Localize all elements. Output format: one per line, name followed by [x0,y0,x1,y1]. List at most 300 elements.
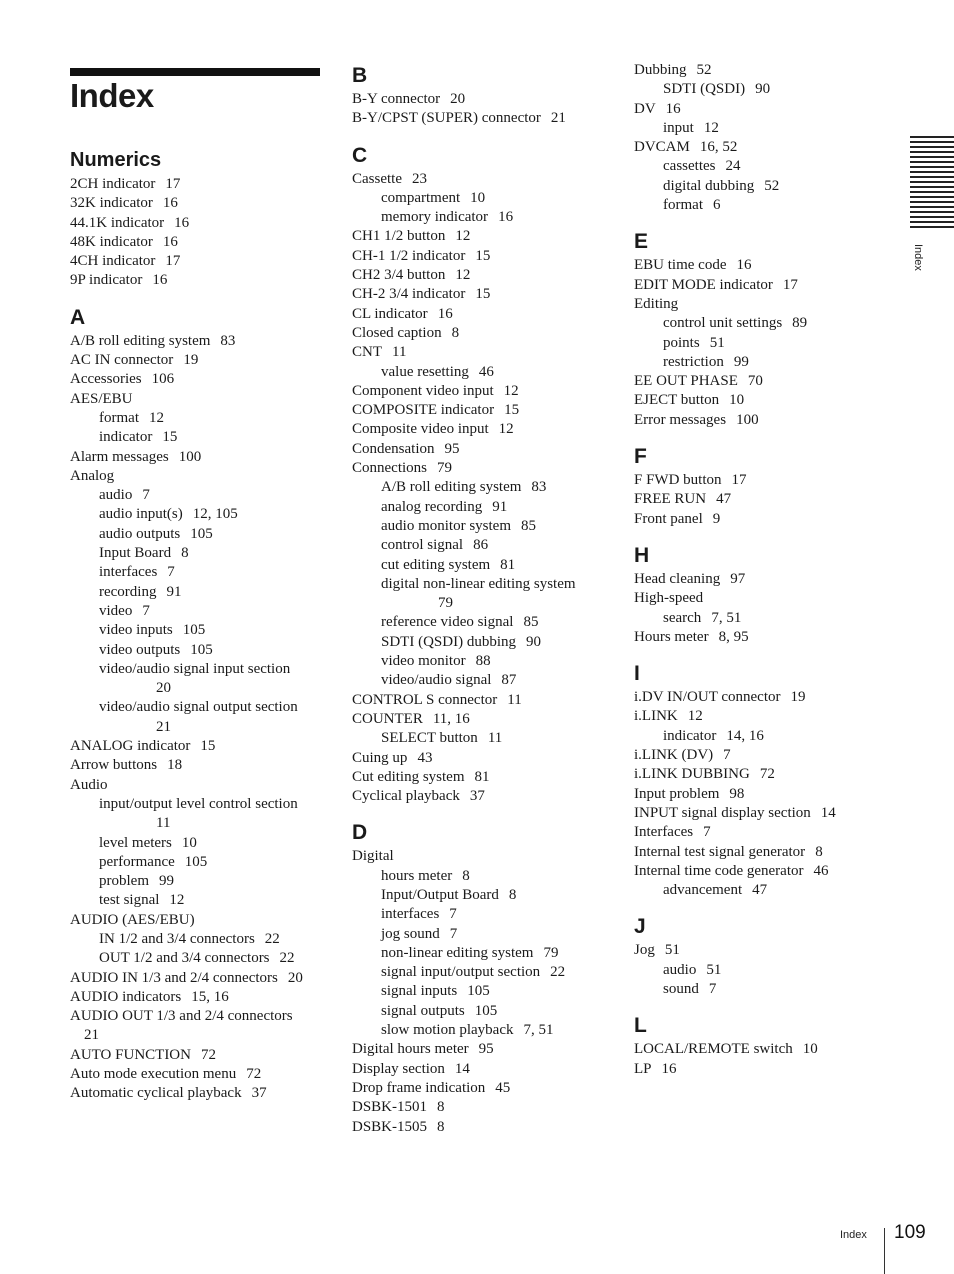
section-heading: L [634,1014,647,1038]
entry-page: 12 [455,228,471,245]
entry-page: 12 [148,409,164,426]
entry-term: Input problem [634,785,720,802]
index-section [634,912,884,999]
index-entry [634,276,884,295]
index-section [70,303,326,1104]
index-entry [634,256,884,275]
entry-term: AUTO FUNCTION [70,1046,191,1063]
entry-term: digital non-linear editing system [381,575,576,592]
index-entry [70,175,326,194]
index-subentry [352,944,600,963]
index-subentry [70,930,326,949]
entry-page: 52 [764,177,780,194]
entry-page: 83 [220,332,236,349]
index-entry [70,351,326,370]
index-entry [352,1098,600,1117]
index-subentry [634,609,884,628]
index-entry [352,749,600,768]
title-rule [70,68,320,76]
entry-page: 17 [165,176,181,192]
index-entry [634,372,884,391]
entry-term: i.LINK [634,708,678,725]
entry-page: 16 [498,209,514,226]
index-subentry [70,486,326,505]
index-column-2 [352,61,600,1137]
entry-page: 15 [504,402,520,419]
index-section [352,818,600,1136]
entry-page: 72 [759,766,775,783]
entry-page: 7 [708,980,717,997]
entry-term: High-speed [634,590,704,607]
entry-page: 72 [246,1066,262,1083]
index-entry [70,214,326,233]
section-heading: D [352,821,368,845]
index-entry [352,382,600,401]
entry-term: indicator [99,429,153,446]
entry-page: 22 [264,930,280,947]
entry-page-continued [70,1026,326,1045]
entry-page: 20 [450,91,466,107]
entry-page: 91 [166,583,182,600]
entry-page: 105 [190,641,213,658]
index-subentry [634,196,884,215]
entry-page: 14 [820,804,836,821]
entry-page: 11 [156,815,171,832]
index-section [634,61,884,215]
entry-page: 51 [709,334,725,351]
entry-term: EBU time code [634,257,727,274]
entry-page: 100 [736,411,759,428]
entry-page: 21 [550,110,566,127]
index-entry [634,490,884,509]
entry-page: 9 [712,510,721,527]
index-entry [634,510,884,529]
index-entry [352,324,600,343]
index-subentry [352,613,600,632]
entry-term: audio monitor system [381,517,511,534]
index-entry [634,1060,884,1079]
entry-page: 7 [167,564,175,581]
index-entry [70,194,326,213]
entry-term: slow motion playback [381,1022,514,1039]
index-entry [352,420,600,439]
index-subentry [352,478,600,497]
entry-page: 15 [475,286,491,303]
index-entry [70,271,326,290]
entry-page: 8 [451,324,460,341]
entry-page: 51 [706,961,722,978]
index-entry [70,233,326,252]
index-subentry [352,536,600,555]
index-subentry [634,314,884,333]
index-subentry [70,525,326,544]
entry-term: test signal [99,892,160,909]
entry-page: 100 [178,448,202,465]
entry-page: 12 [455,267,471,284]
entry-page: 99 [159,873,174,890]
index-entry [352,343,600,362]
entry-page: 15 [200,738,216,755]
entry-term: 2CH indicator [70,176,156,192]
entry-term: video/audio signal output section [99,699,298,716]
entry-page: 81 [474,768,490,785]
entry-page: 105 [474,1002,498,1019]
entry-term: video outputs [99,641,181,658]
entry-term: input [663,119,694,136]
entry-term: i.LINK DUBBING [634,766,750,783]
entry-page: 21 [156,718,171,735]
entry-page: 21 [84,1027,99,1044]
entry-term: LOCAL/REMOTE switch [634,1041,793,1058]
entry-term: audio outputs [99,525,181,542]
entry-term: Alarm messages [70,448,169,465]
entry-term: reference video signal [381,614,514,631]
index-entry [634,471,884,490]
index-subentry [634,727,884,746]
entry-term: AC IN connector [70,352,174,369]
entry-term: DSBK-1505 [352,1118,428,1135]
index-entry [634,688,884,707]
index-entry [352,459,600,478]
section-heading: E [634,230,649,254]
entry-page: 106 [151,371,175,388]
entry-term: DV [634,100,656,117]
entry-term: LP [634,1060,652,1077]
entry-page: 8 [462,867,470,884]
entry-page: 16 [162,195,178,212]
entry-page: 47 [752,882,768,899]
entry-term: input/output level control section [99,795,298,812]
index-subentry [634,80,884,99]
entry-term: 32K indicator [70,195,153,212]
entry-page-continued [70,679,326,698]
index-entry [70,1065,326,1084]
entry-term: Analog [70,467,115,484]
entry-page: 16 [437,305,453,322]
entry-term: control unit settings [663,315,783,332]
entry-term: signal inputs [381,983,458,1000]
index-entry [70,911,326,930]
entry-page: 16 [661,1060,677,1077]
entry-page: 14, 16 [726,727,764,744]
entry-page: 8 [181,545,189,562]
index-entry [352,1079,600,1098]
entry-term: ANALOG indicator [70,738,191,755]
entry-page: 79 [438,595,453,612]
entry-term: points [663,334,700,351]
entry-page: 19 [183,352,199,369]
index-subentry [634,157,884,176]
index-entry [634,628,884,647]
index-column-1 [70,146,326,1104]
entry-term: Composite video input [352,421,489,438]
index-subentry [70,641,326,660]
entry-page: 10 [470,189,486,206]
index-entry [634,1040,884,1059]
entry-page-continued [352,594,600,613]
index-subentry [70,409,326,428]
entry-page: 95 [444,440,460,457]
entry-term: Accessories [70,371,142,388]
index-subentry [70,602,326,621]
entry-page: 17 [731,472,747,489]
entry-page: 17 [165,253,181,270]
entry-page: 95 [478,1041,494,1058]
entry-page: 72 [200,1046,216,1063]
section-heading: C [352,143,368,167]
index-subentry [634,334,884,353]
index-subentry [70,563,326,582]
index-entry [634,746,884,765]
index-subentry [634,353,884,372]
index-entry [352,266,600,285]
entry-page: 7 [142,602,150,619]
entry-page: 7, 51 [711,609,742,626]
entry-term: audio [663,961,697,978]
entry-term: Automatic cyclical playback [70,1085,242,1102]
section-heading: H [634,543,650,567]
entry-term: sound [663,980,699,997]
entry-page-continued [70,718,326,737]
entry-term: Interfaces [634,824,694,841]
entry-page: 19 [790,689,806,706]
entry-page: 10 [729,392,745,409]
entry-term: non-linear editing system [381,944,534,961]
index-subentry [634,119,884,138]
entry-term: interfaces [99,564,158,581]
index-subentry [352,498,600,517]
entry-term: A/B roll editing system [70,332,211,349]
index-subentry [634,881,884,900]
index-entry [70,1046,326,1065]
index-section [634,1011,884,1079]
index-subentry [352,517,600,536]
index-subentry [70,505,326,524]
entry-page: 11 [487,730,503,747]
section-heading: A [70,305,86,329]
entry-term: DSBK-1501 [352,1099,428,1116]
index-entry [634,707,884,726]
index-entry [352,247,600,266]
index-entry [634,843,884,862]
entry-term: IN 1/2 and 3/4 connectors [99,930,255,947]
index-entry [352,305,600,324]
entry-page: 20 [287,969,303,986]
entry-page: 8 [437,1118,445,1135]
entry-page: 7 [449,906,457,923]
entry-term: audio input(s) [99,506,183,523]
index-entry [352,847,600,866]
entry-page: 24 [725,158,741,175]
entry-page: 6 [712,197,721,214]
index-subentry [352,575,600,594]
entry-term: restriction [663,353,724,370]
entry-term: recording [99,583,157,600]
entry-term: B-Y/CPST (SUPER) connector [352,110,541,127]
entry-term: indicator [663,727,717,744]
entry-term: Digital [352,848,394,865]
entry-page: 11 [392,344,407,361]
index-entry [70,1007,326,1026]
entry-page: 46 [813,862,829,879]
index-subentry [352,1002,600,1021]
entry-page: 8 [508,886,517,903]
entry-term: Dubbing [634,62,687,78]
entry-term: audio [99,487,133,504]
entry-page: 37 [469,788,485,805]
entry-term: A/B roll editing system [381,479,522,496]
entry-term: AES/EBU [70,390,133,407]
entry-term: CNT [352,344,382,361]
entry-page: 98 [729,785,745,802]
entry-term: video/audio signal [381,672,492,689]
entry-term: CH-1 1/2 indicator [352,247,466,264]
entry-page: 16 [162,233,178,250]
entry-page: 81 [500,556,516,573]
entry-term: signal input/output section [381,964,541,981]
entry-term: Condensation [352,440,435,457]
entry-page: 12, 105 [192,506,238,523]
entry-term: i.DV IN/OUT connector [634,689,781,706]
index-entry [70,969,326,988]
entry-page: 7 [449,925,458,942]
entry-page: 10 [802,1041,818,1058]
entry-page: 90 [755,81,771,98]
index-entry [352,170,600,189]
entry-term: digital dubbing [663,177,755,194]
entry-page: 99 [733,353,749,370]
index-section [634,227,884,430]
index-entry [634,391,884,410]
entry-page: 79 [437,460,452,477]
entry-term: format [99,409,139,426]
entry-term: Cuing up [352,749,408,766]
entry-term: advancement [663,882,743,899]
index-entry [352,285,600,304]
index-entry [352,1060,600,1079]
section-heading: F [634,445,647,469]
entry-page: 43 [417,749,433,766]
index-subentry [70,698,326,717]
index-subentry [352,982,600,1001]
entry-page: 17 [782,276,798,293]
entry-term: CH-2 3/4 indicator [352,286,466,303]
entry-page: 20 [156,680,171,697]
index-entry [352,787,600,806]
entry-page: 90 [526,633,541,650]
entry-page: 16, 52 [699,139,738,156]
entry-term: AUDIO (AES/EBU) [70,911,195,928]
entry-term: Hours meter [634,628,709,645]
entry-term: hours meter [381,867,453,884]
entry-term: cassettes [663,158,716,175]
entry-page: 46 [478,363,494,380]
index-entry [634,411,884,430]
index-subentry [634,177,884,196]
entry-page: 10 [181,834,197,851]
index-entry [634,138,884,157]
index-subentry [352,671,600,690]
entry-term: i.LINK (DV) [634,747,714,764]
entry-term: Display section [352,1060,445,1077]
entry-page: 18 [167,757,183,774]
entry-term: EDIT MODE indicator [634,276,773,293]
entry-term: Digital hours meter [352,1041,469,1058]
entry-page: 16 [665,100,681,117]
entry-term: CL indicator [352,305,428,322]
entry-page: 91 [492,498,508,515]
entry-page: 83 [531,479,547,496]
entry-term: format [663,197,703,214]
index-entry [634,295,884,314]
section-heading: B [352,64,368,87]
index-entry [634,823,884,842]
index-entry [352,90,600,109]
entry-term: COMPOSITE indicator [352,402,495,419]
index-entry [634,941,884,960]
entry-term: Cyclical playback [352,788,460,805]
index-entry [634,862,884,881]
entry-page: 12 [498,421,514,438]
entry-term: AUDIO IN 1/3 and 2/4 connectors [70,969,278,986]
index-section [634,659,884,900]
entry-term: Closed caption [352,324,442,341]
entry-term: AUDIO indicators [70,988,182,1005]
entry-term: CH2 3/4 button [352,267,446,284]
entry-term: Auto mode execution menu [70,1066,237,1083]
entry-term: Input Board [99,545,172,562]
index-entry [352,710,600,729]
entry-term: video inputs [99,622,173,639]
entry-page: 8 [815,843,823,860]
entry-term: Component video input [352,382,494,399]
index-entry [352,401,600,420]
entry-page: 15, 16 [191,988,229,1005]
entry-page: 8, 95 [718,628,749,645]
entry-term: DVCAM [634,139,690,156]
index-subentry [70,834,326,853]
entry-term: value resetting [381,363,469,380]
entry-page: 7 [142,487,150,504]
entry-term: problem [99,873,149,890]
section-heading: I [634,662,640,686]
entry-page: 11, 16 [432,710,470,727]
entry-term: performance [99,853,175,870]
index-subentry [352,363,600,382]
index-subentry [352,556,600,575]
entry-term: Cut editing system [352,768,465,785]
entry-page: 45 [495,1079,511,1096]
entry-term: SELECT button [381,730,478,747]
entry-page: 22 [279,950,295,967]
index-entry [70,737,326,756]
index-subentry [352,208,600,227]
index-entry [352,1118,600,1137]
entry-term: Input/Output Board [381,886,499,903]
index-entry [70,370,326,389]
entry-term: F FWD button [634,472,722,489]
index-subentry [352,905,600,924]
index-subentry [70,544,326,563]
entry-term: video [99,602,133,619]
entry-term: Internal time code generator [634,862,804,879]
entry-term: COUNTER [352,710,423,727]
index-column-3 [634,61,884,1079]
entry-term: CONTROL S connector [352,691,498,708]
entry-term: cut editing system [381,556,491,573]
index-subentry [70,660,326,679]
entry-term: 9P indicator [70,272,143,289]
